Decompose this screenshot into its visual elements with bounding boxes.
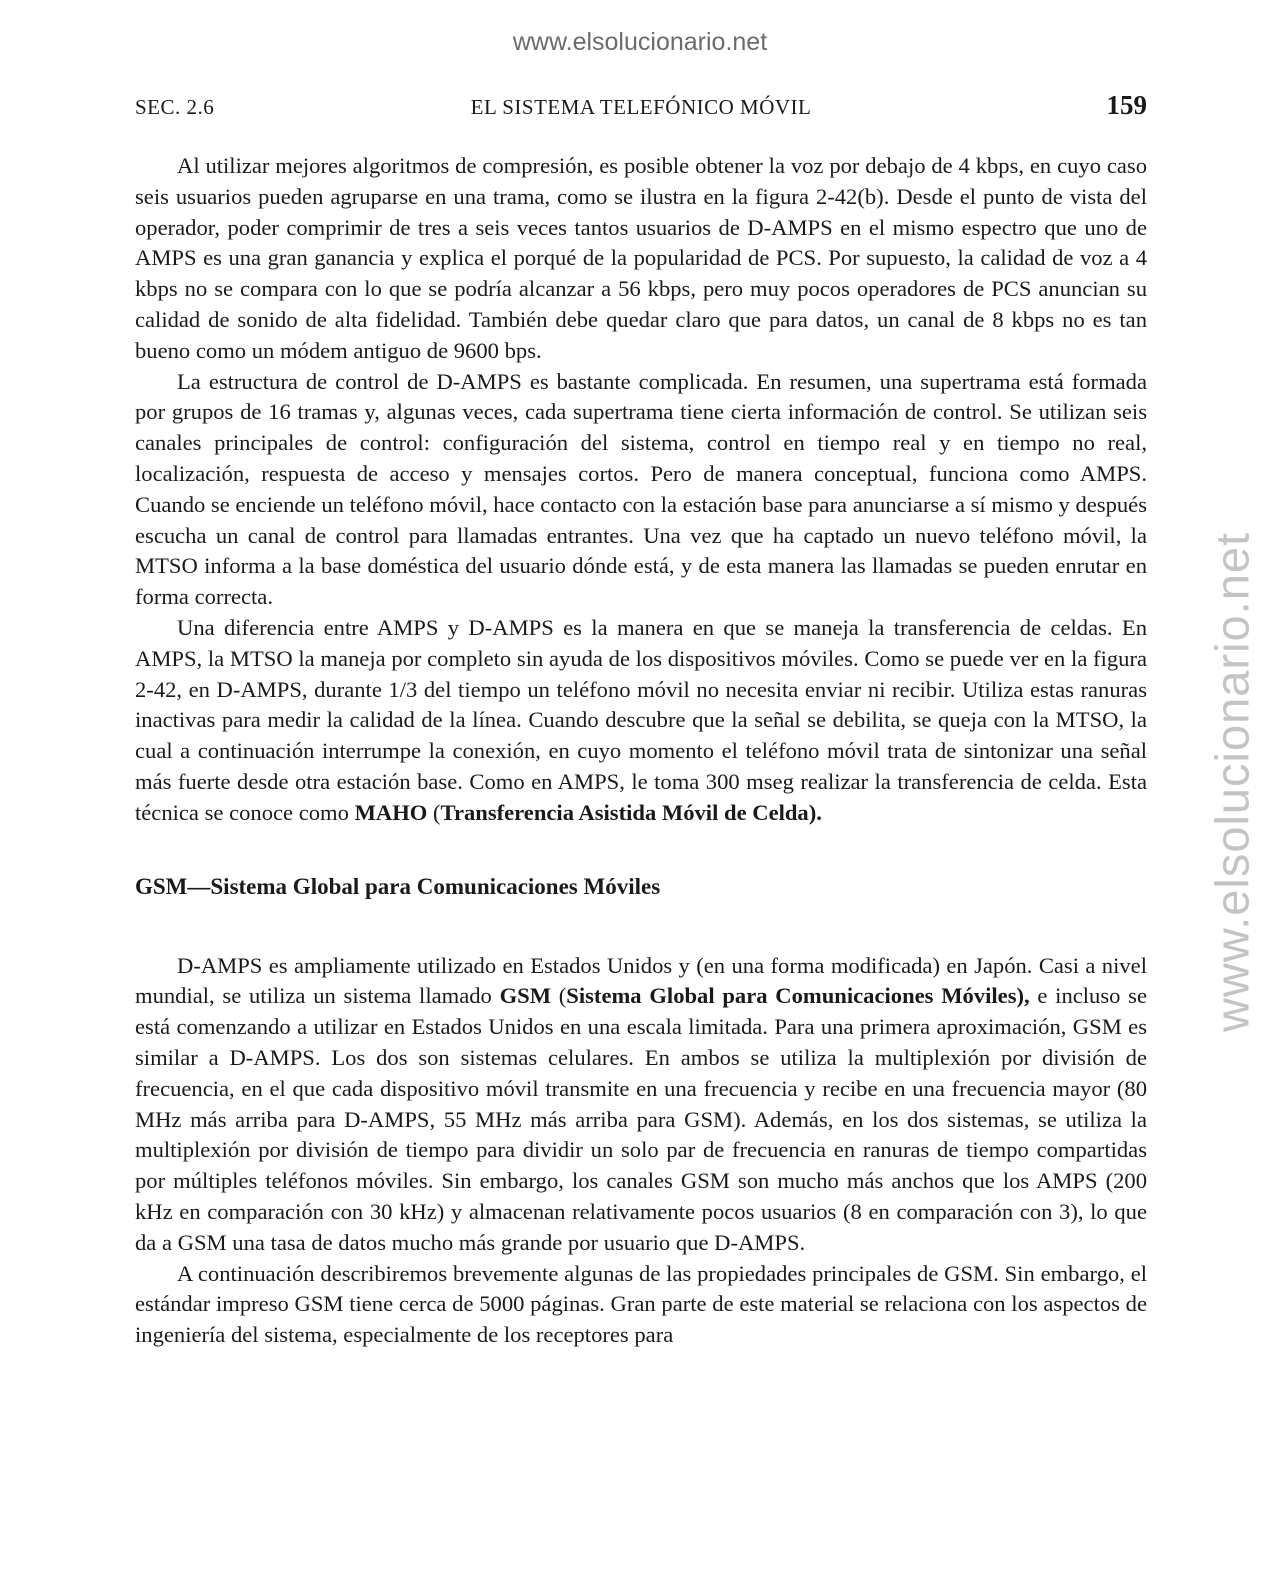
- running-header: [135, 90, 1147, 124]
- paragraph-gsm-text-a: D-AMPS es ampliamente utilizado en Estados Unidos y (en una forma modificada) en Japón. Casi a nivel mundial, se utiliza un sistema llamado: [135, 952, 1147, 1009]
- term-maho-expansion: Transferencia Asistida Móvil de Celda).: [440, 799, 822, 825]
- page-body: [135, 151, 1147, 1351]
- term-gsm: GSM: [499, 983, 552, 1009]
- paragraph-handoff: [135, 613, 1147, 829]
- paragraph-gsm-properties: A continuación describiremos brevemente algunas de las propiedades principales de GSM. Sin embargo, el estándar impreso GSM tiene cerca de 5000 páginas. Gran parte de este material se relaciona con los aspectos de ingeniería del sistema, especialmente de los receptores para: [135, 1260, 1147, 1348]
- paragraph-gsm-intro: [135, 951, 1147, 1259]
- chapter-title: EL SISTEMA TELEFÓNICO MÓVIL: [470, 95, 812, 119]
- term-separator: (: [551, 983, 567, 1009]
- section-heading-gsm: GSM—Sistema Global para Comunicaciones Móviles: [135, 873, 661, 899]
- paragraph-control-structure: La estructura de control de D-AMPS es bastante complicada. En resumen, una supertrama está formada por grupos de 16 tramas y, algunas veces, cada supertrama tiene cierta información de control. Se utilizan seis canales principales de control: configuración del sistema, control en tiempo real y en tiempo no real, localización, respuesta de acceso y mensajes cortos. Pero de manera conceptual, funciona como AMPS. Cuando se enciende un teléfono móvil, hace contacto con la estación base para anunciarse a sí mismo y después escucha un canal de control para llamadas entrantes. Una vez que ha captado un nuevo teléfono móvil, la MTSO informa a la base doméstica del usuario dónde está, y de esta manera las llamadas se pueden enrutar en forma correcta.: [135, 368, 1147, 610]
- section-number: SEC. 2.6: [135, 95, 215, 119]
- watermark-top: www.elsolucionario.net: [512, 28, 768, 56]
- page-number: 159: [1106, 90, 1147, 120]
- paragraph-handoff-text: Una diferencia entre AMPS y D-AMPS es la manera en que se maneja la transferencia de celdas. En AMPS, la MTSO la maneja por completo sin ayuda de los dispositivos móviles. Como se puede ver en la figura 2-42, en D-AMPS, durante 1/3 del tiempo un teléfono móvil no necesita enviar ni recibir. Utiliza estas ranuras inactivas para medir la calidad de la línea. Cuando descubre que la señal se debilita, se queja con la MTSO, la cual a continuación interrumpe la conexión, en cuyo momento el teléfono móvil trata de sintonizar una señal más fuerte desde otra estación base. Como en AMPS, le toma 300 mseg realizar la transferencia de celda. Esta técnica se conoce como: [135, 614, 1147, 825]
- term-gsm-expansion: Sistema Global para Comunicaciones Móviles),: [566, 983, 1030, 1009]
- term-separator: (: [427, 799, 441, 825]
- paragraph-compression: Al utilizar mejores algoritmos de compresión, es posible obtener la voz por debajo de 4 kbps, en cuyo caso seis usuarios pueden agruparse en una trama, como se ilustra en la figura 2-42(b). Desde el punto de vista del operador, poder comprimir de tres a seis veces tantos usuarios de D-AMPS en el mismo espectro que uno de AMPS es una gran ganancia y explica el porqué de la popularidad de PCS. Por supuesto, la calidad de voz a 4 kbps no se compara con lo que se podría alcanzar a 56 kbps, pero muy pocos operadores de PCS anuncian su calidad de sonido de alta fidelidad. También debe quedar claro que para datos, un canal de 8 kbps no es tan bueno como un módem antiguo de 9600 bps.: [135, 153, 1147, 363]
- watermark-side: www.elsolucionario.net: [1205, 531, 1259, 1033]
- term-maho: MAHO: [354, 799, 428, 825]
- paragraph-gsm-text-b: e incluso se está comenzando a utilizar en Estados Unidos en una escala limitada. Para una primera aproximación, GSM es similar a D-AMPS. Los dos son sistemas celulares. En ambos se utiliza la multiplexión por división de frecuencia, en el que cada dispositivo móvil transmite en una frecuencia y recibe en una frecuencia mayor (80 MHz más arriba para D-AMPS, 55 MHz más arriba para GSM). Además, en los dos sistemas, se utiliza la multiplexión por división de tiempo para dividir un solo par de frecuencia en ranuras de tiempo compartidas por múltiples teléfonos móviles. Sin embargo, los canales GSM son mucho más anchos que los AMPS (200 kHz en comparación con 30 kHz) y almacenan relativamente pocos usuarios (8 en comparación con 3), lo que da a GSM una tasa de datos mucho más grande por usuario que D-AMPS.: [135, 983, 1147, 1255]
